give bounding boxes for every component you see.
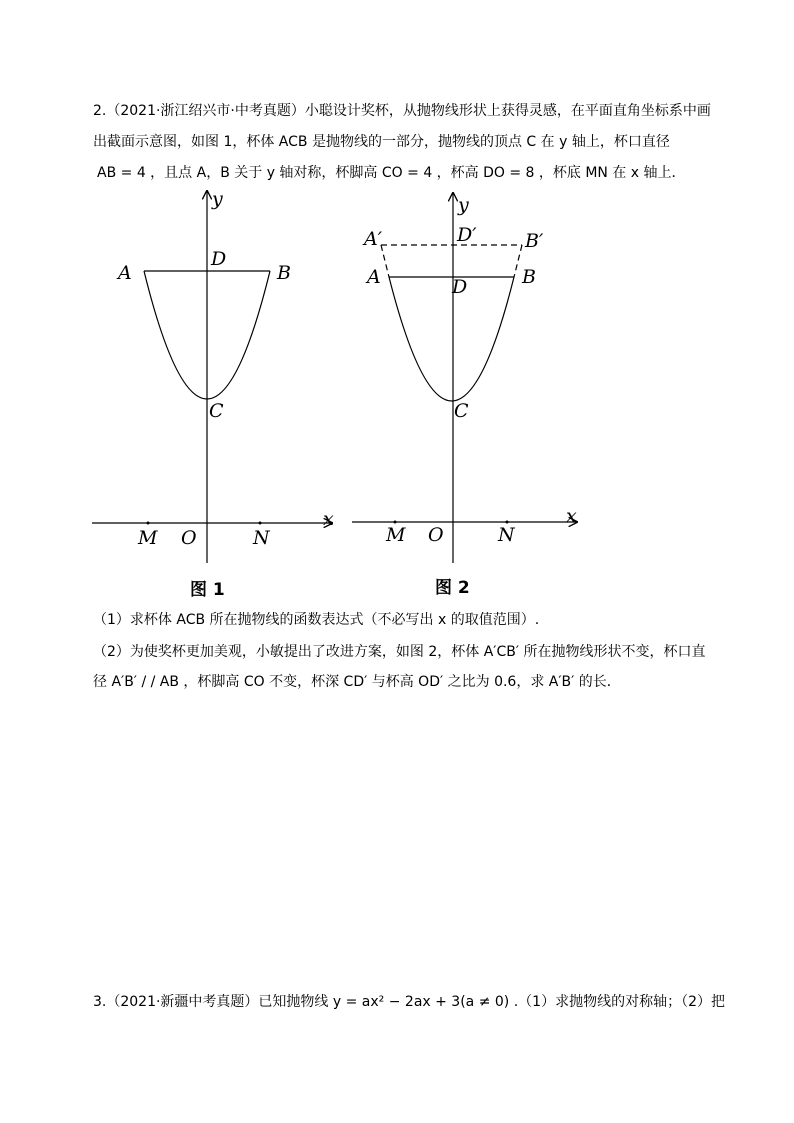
label-b: B	[522, 266, 536, 288]
label-a1: A′	[364, 228, 383, 250]
figure-2	[350, 185, 590, 565]
question-2-line1: （2）为使奖杯更加美观，小敏提出了改进方案，如图 2，杯体 A′CB′ 所在抛物线形状不变，杯口直	[93, 644, 706, 660]
figure-2-caption: 图 2	[435, 578, 470, 598]
question-2-line2: 径 A′B′ / / AB ，杯脚高 CO 不变，杯深 CD′ 与杯高 OD′ 之比为 0.6，求 A′B′ 的长．	[93, 674, 621, 690]
label-x: x	[323, 508, 334, 530]
label-b: B	[277, 262, 291, 284]
label-c: C	[454, 400, 469, 422]
label-o: O	[181, 527, 197, 549]
label-d1: D′	[457, 224, 477, 246]
label-b1: B′	[525, 230, 544, 252]
figure-2-svg	[350, 185, 590, 565]
label-m: M	[138, 527, 158, 549]
label-a: A	[118, 262, 132, 284]
label-n: N	[253, 527, 270, 549]
extension-left	[381, 245, 389, 277]
figure-1-caption: 图 1	[190, 580, 225, 600]
figure-1-svg	[90, 185, 340, 565]
label-n: N	[498, 524, 515, 546]
point-n	[259, 522, 262, 525]
figure-1	[90, 185, 340, 565]
problem2-line3: AB = 4 ，且点 A，B 关于 y 轴对称，杯脚高 CO = 4 ，杯高 DO = 8 ，杯底 MN 在 x 轴上．	[97, 165, 686, 181]
label-y: y	[458, 194, 469, 216]
label-d: D	[211, 248, 227, 270]
label-x: x	[566, 505, 577, 527]
label-d: D	[452, 276, 468, 298]
question-1: （1）求杯体 ACB 所在抛物线的函数表达式（不必写出 x 的取值范围）.	[93, 612, 540, 628]
point-m	[147, 522, 150, 525]
problem2-line1: 2.（2021·浙江绍兴市·中考真题）小聪设计奖杯，从抛物线形状上获得灵感，在平面直角坐标系中画	[93, 103, 711, 119]
label-o: O	[428, 524, 444, 546]
problem3-line1: 3.（2021·新疆中考真题）已知抛物线 y = ax² − 2ax + 3(a ≠ 0) .（1）求抛物线的对称轴；（2）把	[93, 994, 725, 1010]
label-m: M	[386, 524, 406, 546]
extension-right	[514, 245, 522, 277]
problem2-line2: 出截面示意图，如图 1，杯体 ACB 是抛物线的一部分，抛物线的顶点 C 在 y 轴上，杯口直径	[93, 134, 670, 150]
label-c: C	[209, 400, 224, 422]
label-y: y	[212, 188, 223, 210]
label-a: A	[367, 266, 381, 288]
